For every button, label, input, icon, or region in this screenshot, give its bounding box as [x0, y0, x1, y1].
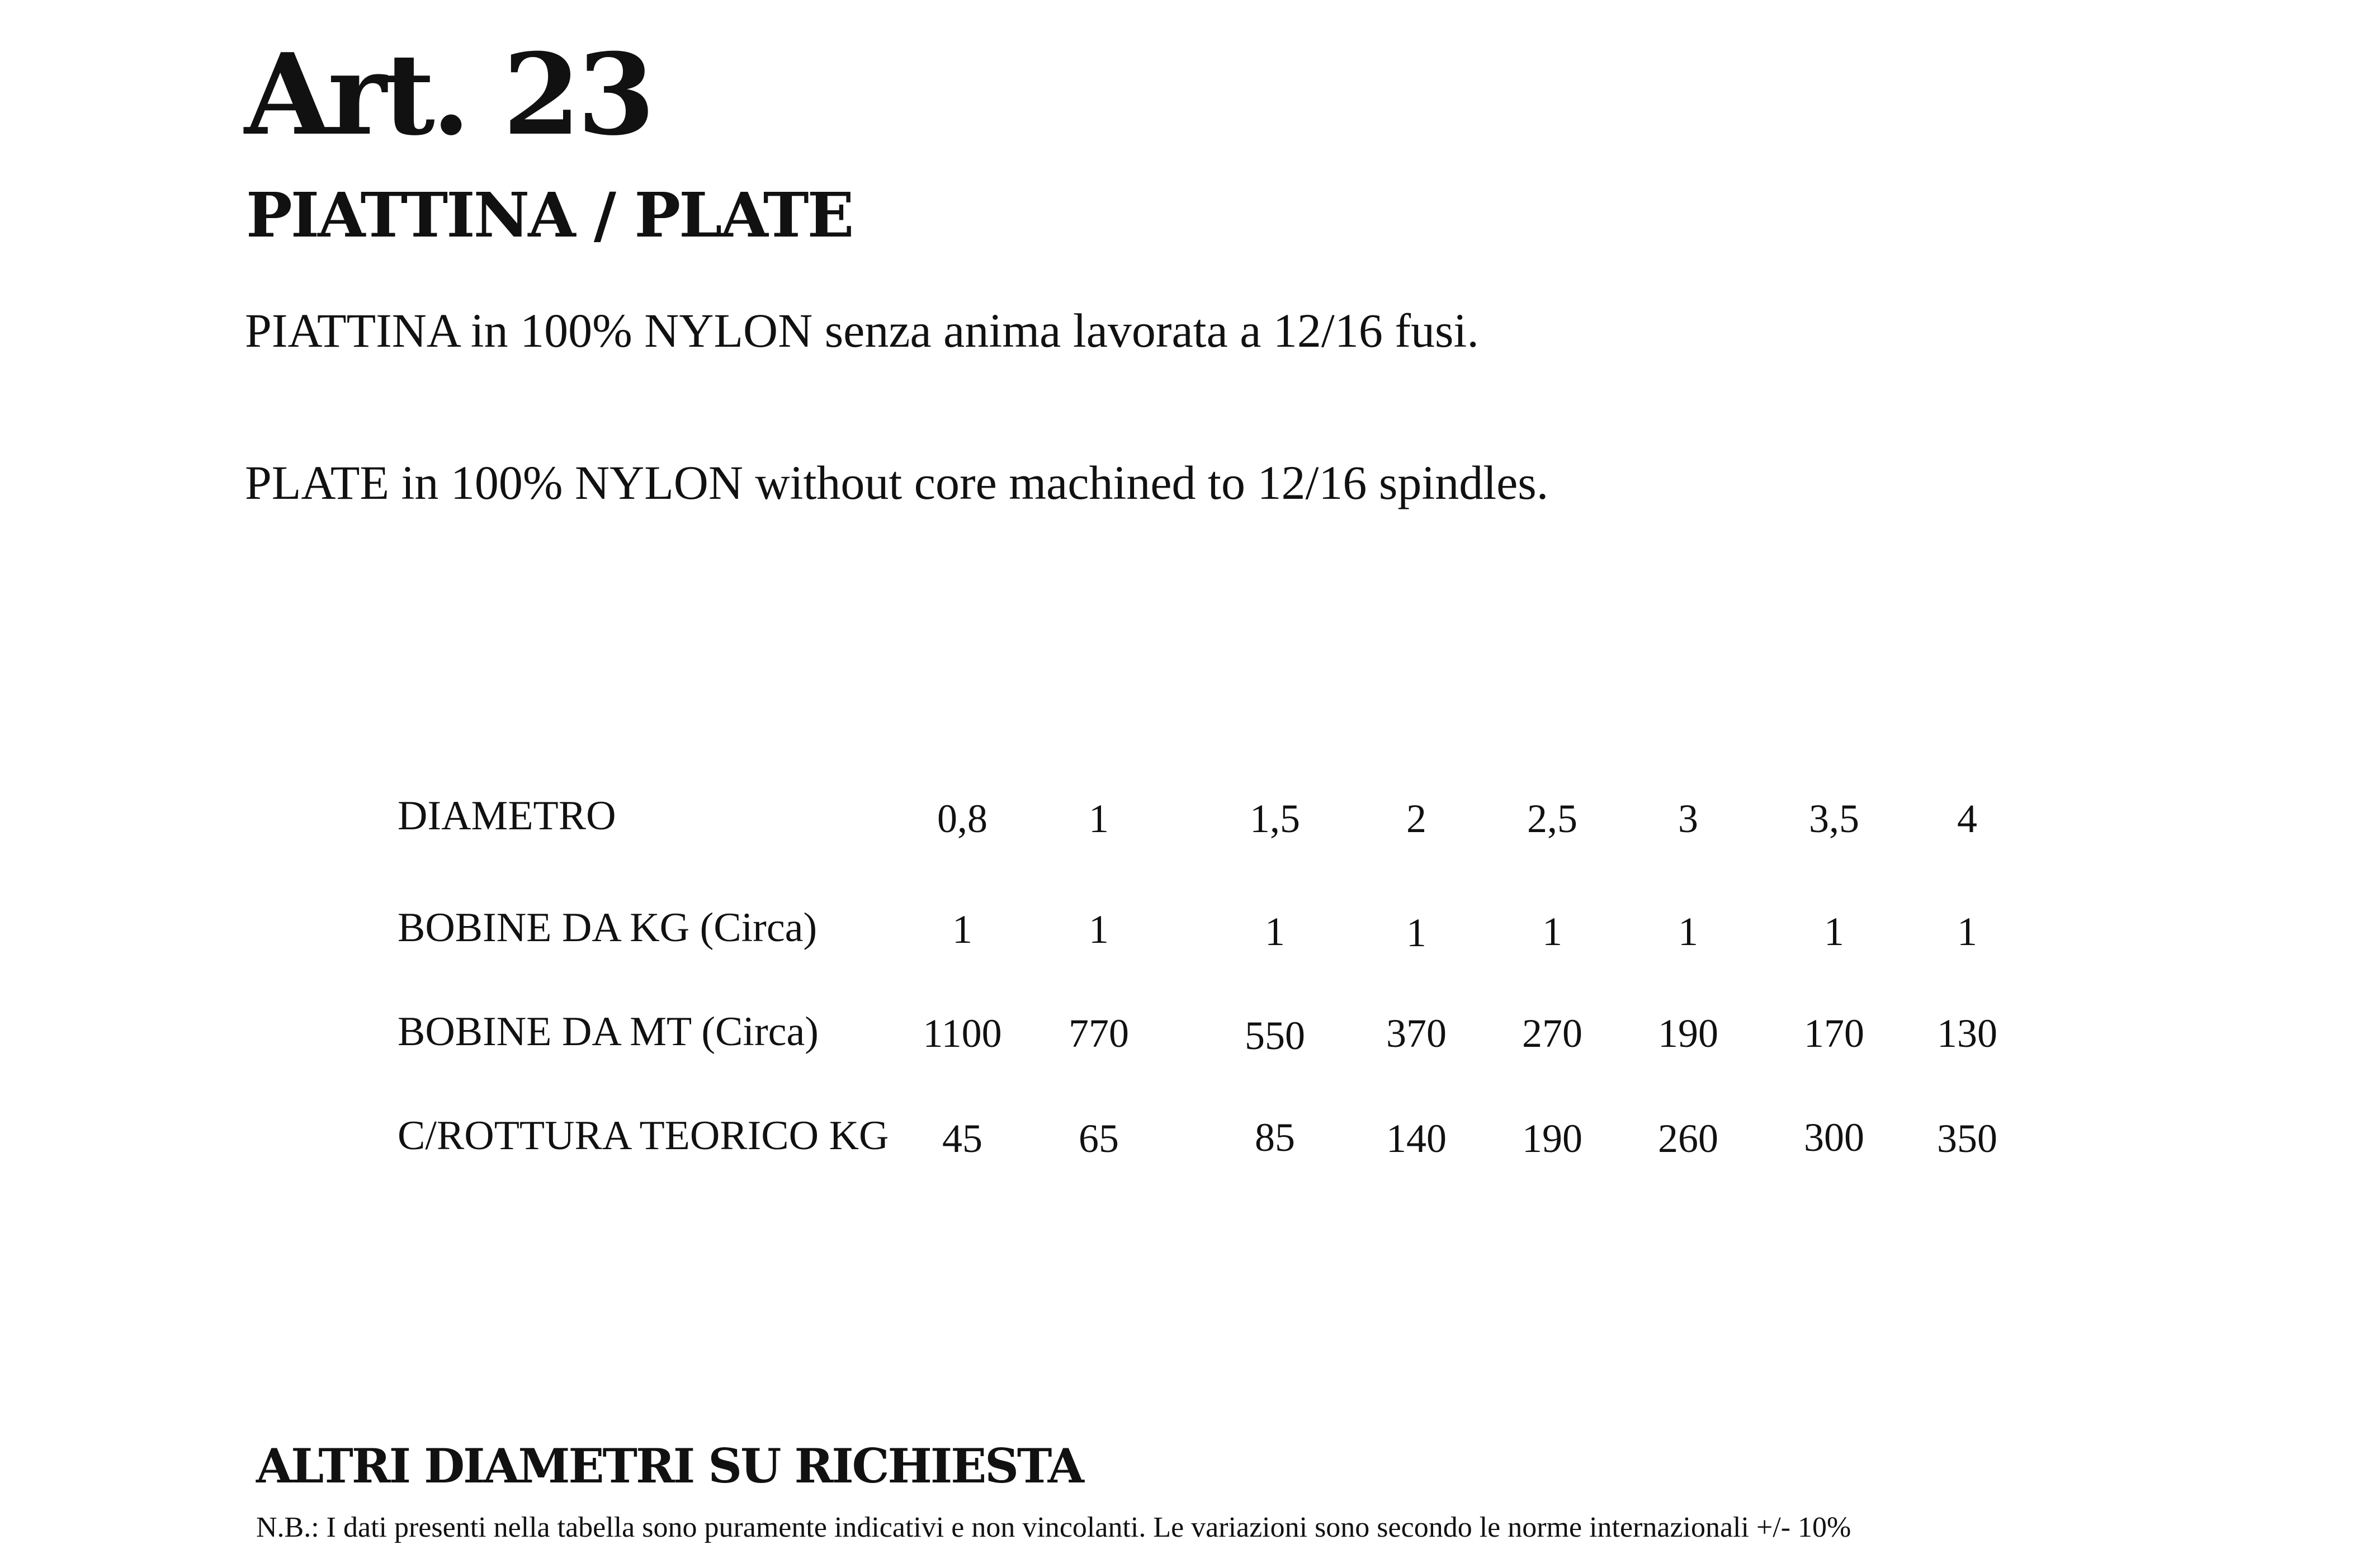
table-cell: 300 [1804, 1115, 1864, 1160]
table-cell: 3,5 [1809, 796, 1859, 841]
table-cell: 140 [1386, 1116, 1447, 1161]
footer-title: ALTRI DIAMETRI SU RICHIESTA [256, 1438, 1083, 1494]
table-cell: 190 [1658, 1011, 1718, 1056]
row-label-bobine-mt: BOBINE DA MT (Circa) [398, 1009, 819, 1055]
table-cell: 65 [1079, 1116, 1119, 1161]
table-cell: 1 [952, 907, 972, 952]
table-cell: 1 [1542, 909, 1562, 954]
table-cell: 3 [1678, 796, 1698, 841]
table-cell: 1 [1406, 910, 1426, 955]
table-cell: 1,5 [1250, 796, 1300, 841]
description-english: PLATE in 100% NYLON without core machined to 12/16 spindles. [245, 456, 1549, 509]
table-cell: 1 [1678, 909, 1698, 954]
table-cell: 260 [1658, 1116, 1718, 1161]
table-cell: 1100 [923, 1011, 1002, 1056]
table-cell: 4 [1957, 796, 1977, 841]
row-label-rottura: C/ROTTURA TEORICO KG [398, 1113, 889, 1159]
table-cell: 770 [1069, 1011, 1129, 1056]
table-cell: 190 [1522, 1116, 1582, 1161]
table-cell: 45 [942, 1116, 982, 1161]
table-cell: 2 [1406, 796, 1426, 841]
table-cell: 2,5 [1527, 796, 1577, 841]
footer-note: N.B.: I dati presenti nella tabella sono puramente indicativi e non vincolanti. Le variazioni sono secondo le norme internazionali +/- 10% [256, 1512, 1851, 1543]
table-cell: 550 [1245, 1013, 1305, 1058]
table-cell: 1 [1089, 907, 1109, 952]
row-label-diametro: DIAMETRO [398, 793, 616, 839]
table-cell: 350 [1937, 1116, 1997, 1161]
page-title: Art. 23 [244, 29, 652, 160]
table-cell: 270 [1522, 1011, 1582, 1056]
row-label-bobine-kg: BOBINE DA KG (Circa) [398, 905, 818, 951]
table-cell: 85 [1255, 1115, 1295, 1160]
table-cell: 170 [1804, 1011, 1864, 1056]
description-italian: PIATTINA in 100% NYLON senza anima lavorata a 12/16 fusi. [245, 304, 1479, 357]
table-cell: 1 [1265, 909, 1285, 954]
table-cell: 1 [1824, 909, 1844, 954]
table-cell: 130 [1937, 1011, 1997, 1056]
table-cell: 370 [1386, 1011, 1447, 1056]
page-subtitle: PIATTINA / PLATE [246, 179, 853, 251]
table-cell: 1 [1089, 796, 1109, 841]
table-cell: 1 [1957, 909, 1977, 954]
table-cell: 0,8 [937, 796, 987, 841]
